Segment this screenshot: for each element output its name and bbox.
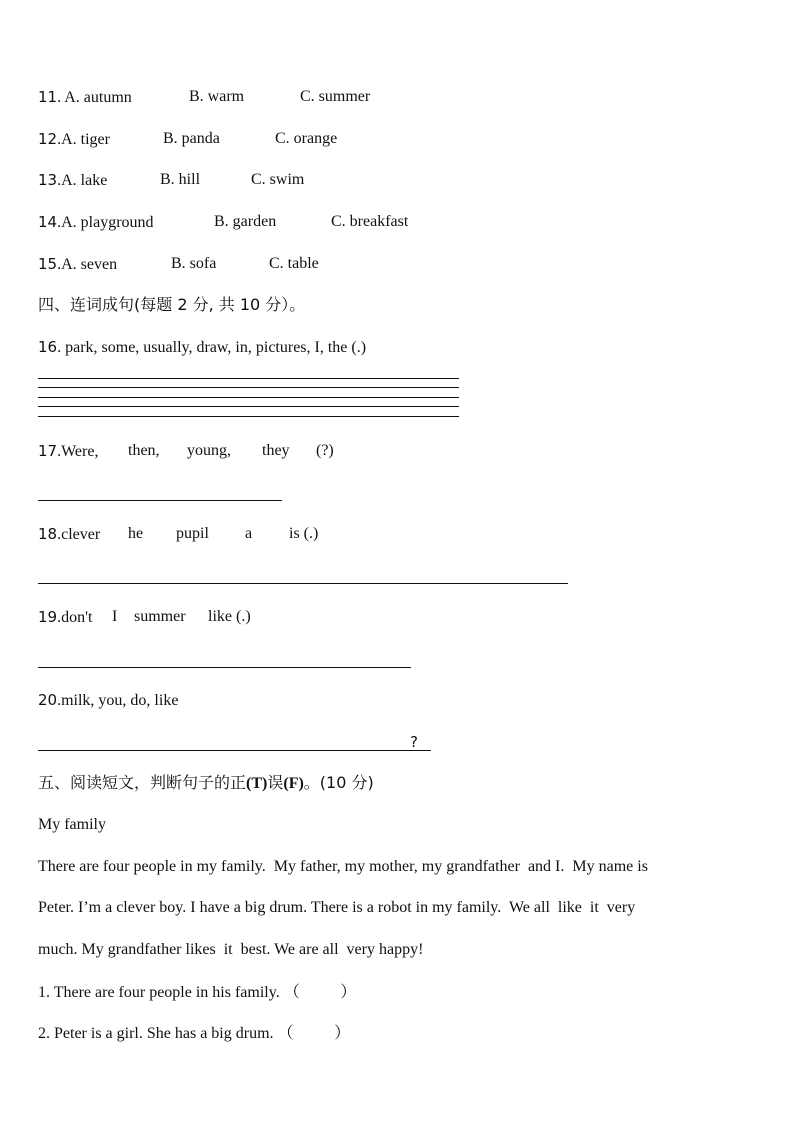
item-word: young,: [187, 442, 231, 459]
answer-line[interactable]: [38, 416, 459, 417]
option-a: .A. seven: [57, 256, 118, 273]
statement-2: [38, 1023, 350, 1044]
item-word: a: [245, 525, 253, 542]
section-5-title-t: (T): [246, 775, 268, 792]
item-number: 20: [38, 691, 58, 709]
item-word: like (.): [208, 608, 251, 625]
choice-item-15: [38, 254, 738, 275]
option-b: B. warm: [189, 88, 245, 105]
statement-text: 2. Peter is a girl. She has a big drum.: [38, 1025, 274, 1042]
answer-line[interactable]: [38, 500, 282, 501]
section-5-title-mid: 误: [267, 773, 284, 792]
item-number: 17: [38, 442, 58, 460]
item-word: (?): [316, 442, 334, 459]
choice-item-14: [38, 212, 738, 233]
order-item-18: [38, 524, 438, 545]
answer-line[interactable]: [38, 387, 459, 388]
order-item-19: [38, 607, 438, 628]
statement-1: [38, 982, 356, 1003]
item-word: then,: [128, 442, 160, 459]
item-word: pupil: [176, 525, 209, 542]
passage-line: Peter. I’m a clever boy. I have a big drum. There is a robot in my family. We all like it very: [38, 899, 636, 916]
option-a: .A. lake: [57, 172, 108, 189]
statement-text: 1. There are four people in his family.: [38, 984, 280, 1001]
option-c: C. orange: [275, 130, 338, 147]
answer-parentheses[interactable]: （ ）: [283, 982, 357, 1001]
answer-line[interactable]: [38, 583, 568, 584]
option-b: B. panda: [163, 130, 220, 147]
order-item-20: [38, 690, 178, 711]
answer-line[interactable]: [38, 750, 431, 751]
item-words: . park, some, usually, draw, in, pictures, I, the (.): [57, 339, 367, 356]
section-5-title-f: (F): [283, 775, 304, 792]
passage-title: My family: [38, 816, 106, 833]
option-c: C. breakfast: [331, 213, 409, 230]
passage-line: much. My grandfather likes it best. We are all very happy!: [38, 941, 424, 958]
option-a: .A. tiger: [57, 131, 110, 148]
option-c: C. table: [269, 255, 319, 272]
item-number: 12: [38, 130, 58, 148]
item-word: summer: [134, 608, 186, 625]
section-5-title-pre: 五、阅读短文，判断句子的正: [38, 773, 247, 792]
answer-line[interactable]: [38, 397, 459, 398]
item-number: 19: [38, 608, 58, 626]
item-number: 13: [38, 171, 58, 189]
item-number: 14: [38, 213, 58, 231]
option-c: C. swim: [251, 171, 305, 188]
item-word: .don't: [57, 609, 93, 626]
item-word: .Were,: [57, 443, 99, 460]
item-word: .clever: [57, 526, 101, 543]
option-b: B. sofa: [171, 255, 217, 272]
answer-line[interactable]: [38, 667, 411, 668]
option-b: B. garden: [214, 213, 277, 230]
item-word: I: [112, 608, 118, 625]
item-number: 16: [38, 338, 58, 356]
answer-line[interactable]: [38, 406, 459, 407]
order-item-17: [38, 441, 438, 462]
option-b: B. hill: [160, 171, 201, 188]
choice-item-13: [38, 170, 738, 191]
order-item-16: [38, 337, 366, 358]
option-a: .A. playground: [57, 214, 154, 231]
choice-item-11: [38, 87, 738, 108]
item-number: 18: [38, 525, 58, 543]
item-number: 15: [38, 255, 58, 273]
passage-line: There are four people in my family. My father, my mother, my grandfather and I. My name is: [38, 858, 648, 875]
choice-item-12: [38, 129, 738, 150]
answer-line[interactable]: [38, 378, 459, 379]
option-a: . A. autumn: [57, 89, 132, 106]
answer-parentheses[interactable]: （ ）: [277, 1023, 351, 1042]
section-5-heading: [38, 773, 374, 794]
item-word: is (.): [289, 525, 319, 542]
section-4-heading: 四、连词成句(每题 2 分, 共 10 分）。: [38, 295, 306, 314]
question-mark: ?: [410, 733, 418, 751]
section-5-title-post: 。(10 分): [303, 773, 374, 792]
item-word: they: [262, 442, 290, 459]
option-c: C. summer: [300, 88, 371, 105]
item-number: 11: [38, 88, 58, 106]
item-word: he: [128, 525, 144, 542]
item-words: .milk, you, do, like: [57, 692, 179, 709]
